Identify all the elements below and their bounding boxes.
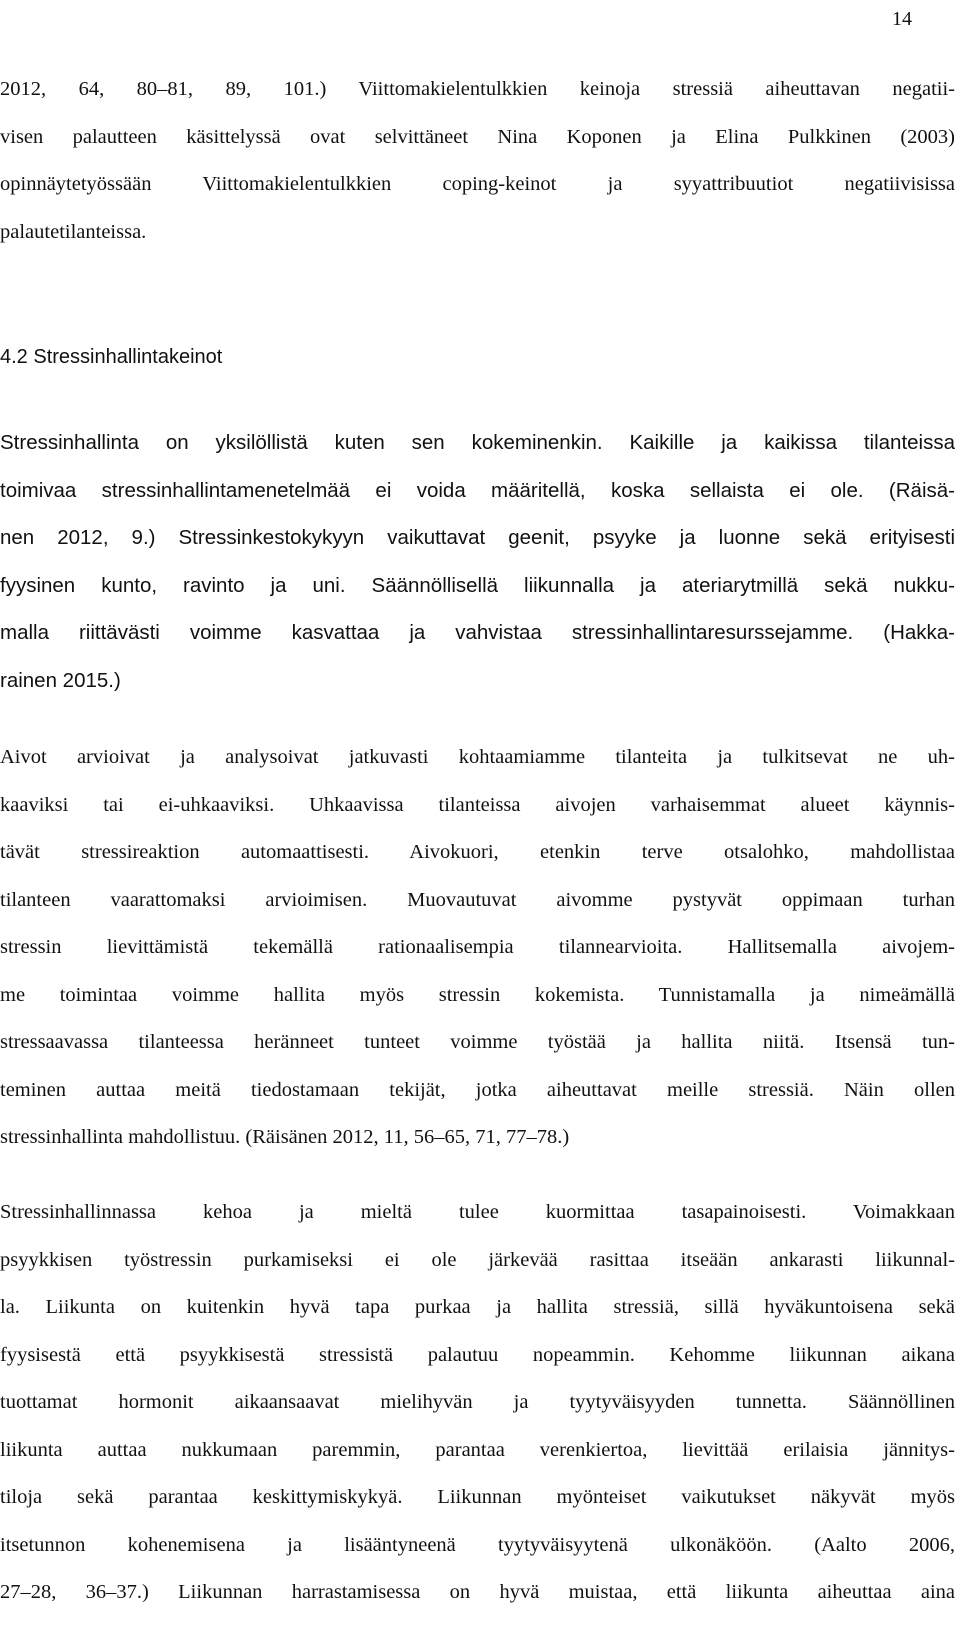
text-line: fyysisestä että psyykkisestä stressistä palautuu nopeammin. Kehomme liikunnan aikana bbox=[0, 1343, 955, 1366]
text-line: la. Liikunta on kuitenkin hyvä tapa purkaa ja hallita stressiä, sillä hyväkuntoisena sekä bbox=[0, 1296, 955, 1318]
paragraph-exercise bbox=[0, 1189, 955, 1617]
text-line: Aivot arvioivat ja analysoivat jatkuvasti kohtaamiamme tilanteita ja tulkitsevat ne uh- bbox=[0, 746, 955, 768]
text-line: fyysinen kunto, ravinto ja uni. Säännöllisellä liikunnalla ja ateriarytmillä sekä nukku- bbox=[0, 573, 955, 597]
text-line: tilanteen vaarattomaksi arvioimisen. Muovautuvat aivomme pystyvät oppimaan turhan bbox=[0, 888, 955, 911]
text-line: stressin lievittämistä tekemällä rationaalisempia tilannearvioita. Hallitsemalla aivojem- bbox=[0, 936, 955, 958]
paragraph-brain bbox=[0, 734, 955, 1162]
text-line: tuottamat hormonit aikaansaavat mielihyvän ja tyytyväisyyden tunnetta. Säännöllinen bbox=[0, 1391, 955, 1413]
text-line: tiloja sekä parantaa keskittymiskykyä. Liikunnan myönteiset vaikutukset näkyvät myös bbox=[0, 1486, 955, 1508]
text-line: teminen auttaa meitä tiedostamaan tekijät, jotka aiheuttavat meille stressiä. Näin ollen bbox=[0, 1078, 955, 1101]
text-line: itsetunnon kohenemisena ja lisääntyneenä tyytyväisyytenä ulkonäköön. (Aalto 2006, bbox=[0, 1533, 955, 1556]
text-line: stressinhallinta mahdollistuu. (Räisänen 2012, 11, 56–65, 71, 77–78.) bbox=[0, 1126, 570, 1148]
intro-paragraph bbox=[0, 66, 955, 256]
paragraph-stress-management bbox=[0, 419, 955, 704]
text-line: 2012, 64, 80–81, 89, 101.) Viittomakielentulkkien keinoja stressiä aiheuttavan negatii- bbox=[0, 78, 955, 100]
text-line: stressaavassa tilanteessa heränneet tunteet voimme työstää ja hallita niitä. Itsensä tun- bbox=[0, 1031, 955, 1053]
text-line: rainen 2015.) bbox=[0, 668, 121, 692]
text-line: Stressinhallinnassa kehoa ja mieltä tulee kuormittaa tasapainoisesti. Voimakkaan bbox=[0, 1201, 955, 1223]
text-line: toimivaa stressinhallintamenetelmää ei voida määritellä, koska sellaista ei ole. (Räisä- bbox=[0, 478, 955, 502]
page-number: 14 bbox=[892, 8, 912, 30]
text-line: 27–28, 36–37.) Liikunnan harrastamisessa on hyvä muistaa, että liikunta aiheuttaa aina bbox=[0, 1581, 955, 1603]
text-line: opinnäytetyössään Viittomakielentulkkien coping-keinot ja syyattribuutiot negatiivisissa bbox=[0, 173, 955, 195]
text-line: visen palautteen käsittelyssä ovat selvittäneet Nina Koponen ja Elina Pulkkinen (2003) bbox=[0, 125, 955, 148]
text-line: malla riittävästi voimme kasvattaa ja vahvistaa stressinhallintaresurssejamme. (Hakka- bbox=[0, 621, 955, 644]
text-line: nen 2012, 9.) Stressinkestokykyyn vaikuttavat geenit, psyyke ja luonne sekä erityisesti bbox=[0, 526, 955, 549]
text-line: palautetilanteissa. bbox=[0, 220, 147, 243]
text-line: me toimintaa voimme hallita myös stressin kokemista. Tunnistamalla ja nimeämällä bbox=[0, 983, 955, 1006]
text-line: Stressinhallinta on yksilöllistä kuten sen kokeminenkin. Kaikille ja kaikissa tilanteissa bbox=[0, 431, 955, 454]
text-line: tävät stressireaktion automaattisesti. Aivokuori, etenkin terve otsalohko, mahdollistaa bbox=[0, 841, 955, 863]
text-line: liikunta auttaa nukkumaan paremmin, parantaa verenkiertoa, lievittää erilaisia jännitys- bbox=[0, 1438, 955, 1461]
text-line: kaaviksi tai ei-uhkaaviksi. Uhkaavissa tilanteissa aivojen varhaisemmat alueet käynnis- bbox=[0, 793, 955, 816]
text-line: psyykkisen työstressin purkamiseksi ei ole järkevää rasittaa itseään ankarasti liikunnal- bbox=[0, 1248, 955, 1271]
section-heading: 4.2 Stressinhallintakeinot bbox=[0, 346, 223, 368]
